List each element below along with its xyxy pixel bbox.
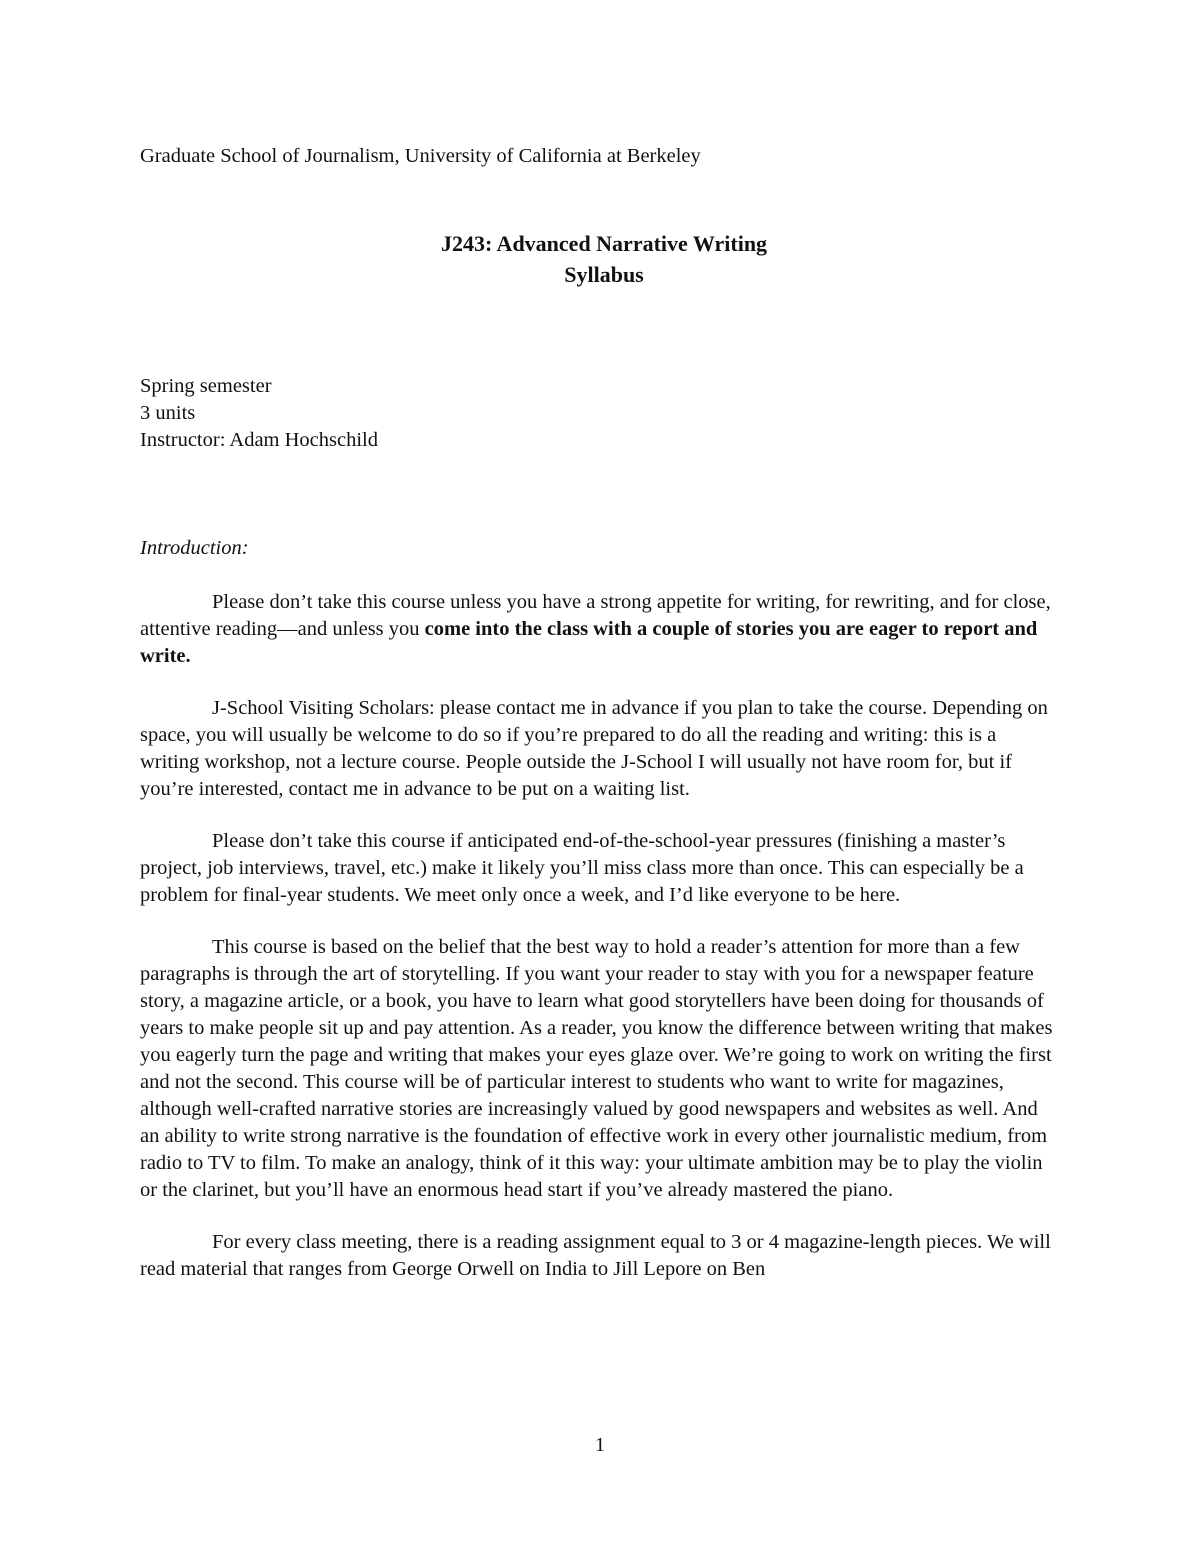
course-meta [140,373,1060,454]
paragraph-2: J-School Visiting Scholars: please contact me in advance if you plan to take the course. Depending on space, you will usually be welcome to do so if you’re prepared to do all the reading and writing: this is a writing workshop, not a lecture course. People outside the J-School I will usually not have room for, but if you’re interested, contact me in advance to be put on a waiting list. [140,697,1048,800]
paragraph-3: Please don’t take this course if anticipated end-of-the-school-year pressures (finishing a master’s project, job interviews, travel, etc.) make it likely you’ll miss class more than once. This can especially be a problem for final-year students. We meet only once a week, and I’d like everyone to be here. [140,830,1024,906]
institution-header: Graduate School of Journalism, University of California at Berkeley [140,145,701,167]
paragraph-1-text: Please don’t take this course unless you have a strong appetite for writing, for rewriting, and for close, attentive reading—and unless you [140,591,1051,640]
paragraph-1-bold-text: come into the class with a couple of stories you are eager to report and write. [140,618,1038,667]
course-title: J243: Advanced Narrative Writing [440,231,768,256]
title-block [140,228,1060,290]
paragraph-4: This course is based on the belief that the best way to hold a reader’s attention for more than a few paragraphs is through the art of storytelling. If you want your reader to stay with you for a newspaper feature story, a magazine article, or a book, you have to learn what good storytellers have been doing for thousands of years to make people sit up and pay attention. As a reader, you know the difference between writing that makes you eagerly turn the page and writing that makes your eyes glaze over. We’re going to work on writing the first and not the second. This course will be of particular interest to students who want to write for magazines, although well-crafted narrative stories are increasingly valued by good newspapers and websites as well. And an ability to write strong narrative is the foundation of effective work in every other journalistic medium, from radio to TV to film. To make an analogy, think of it this way: your ultimate ambition may be to play the violin or the clarinet, but you’ll have an enormous head start if you’ve already mastered the piano. [140,936,1053,1201]
paragraph-5: For every class meeting, there is a reading assignment equal to 3 or 4 magazine-length pieces. We will read material that ranges from George Orwell on India to Jill Lepore on Ben [140,1231,1051,1280]
page-content [140,143,1060,1283]
paragraph-1 [140,589,1060,670]
units: 3 units [140,402,196,424]
introduction-heading: Introduction: [140,537,249,559]
page-number: 1 [594,1434,606,1456]
semester: Spring semester [140,375,272,397]
syllabus-subtitle: Syllabus [564,262,644,287]
instructor: Instructor: Adam Hochschild [140,429,378,451]
